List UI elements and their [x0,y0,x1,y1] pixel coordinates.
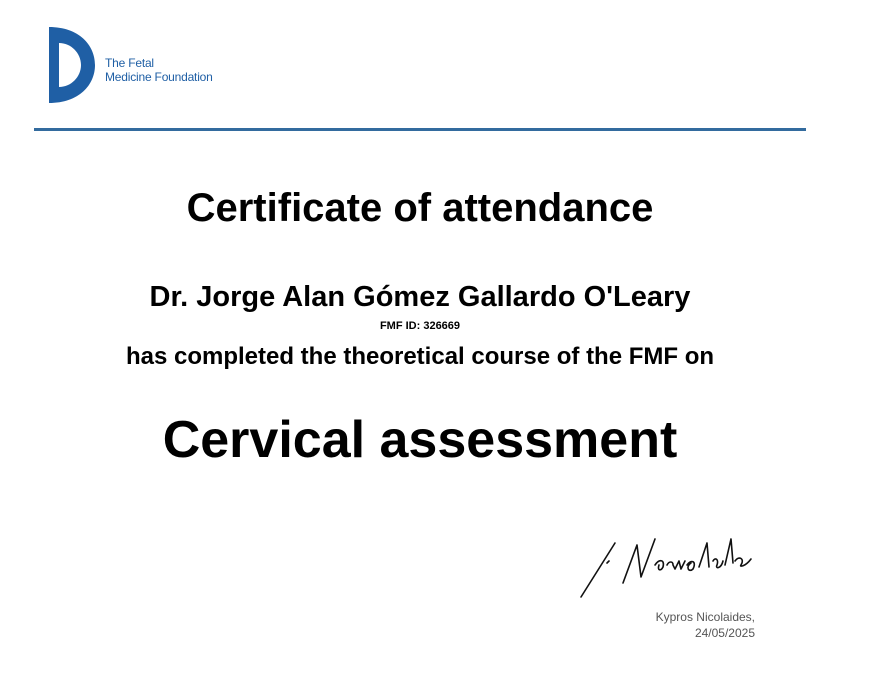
fmf-logo-icon [47,25,97,105]
course-name: Cervical assessment [162,411,678,469]
fmf-id: FMF ID: 326669 [379,320,461,332]
logo-line-1: The Fetal [105,56,154,70]
signatory-name: Kypros Nicolaides, [655,610,755,624]
signature-image [575,515,755,605]
certificate-title: Certificate of attendance [186,186,654,230]
completion-statement: has completed the theoretical course of the FMF on [125,343,715,370]
logo-line-2: Medicine Foundation [105,70,213,84]
signature-date: 24/05/2025 [694,626,755,640]
fmf-logo [47,25,247,105]
logo-text [105,56,213,84]
recipient-name: Dr. Jorge Alan Gómez Gallardo O'Leary [149,281,691,313]
header-divider [34,128,806,131]
